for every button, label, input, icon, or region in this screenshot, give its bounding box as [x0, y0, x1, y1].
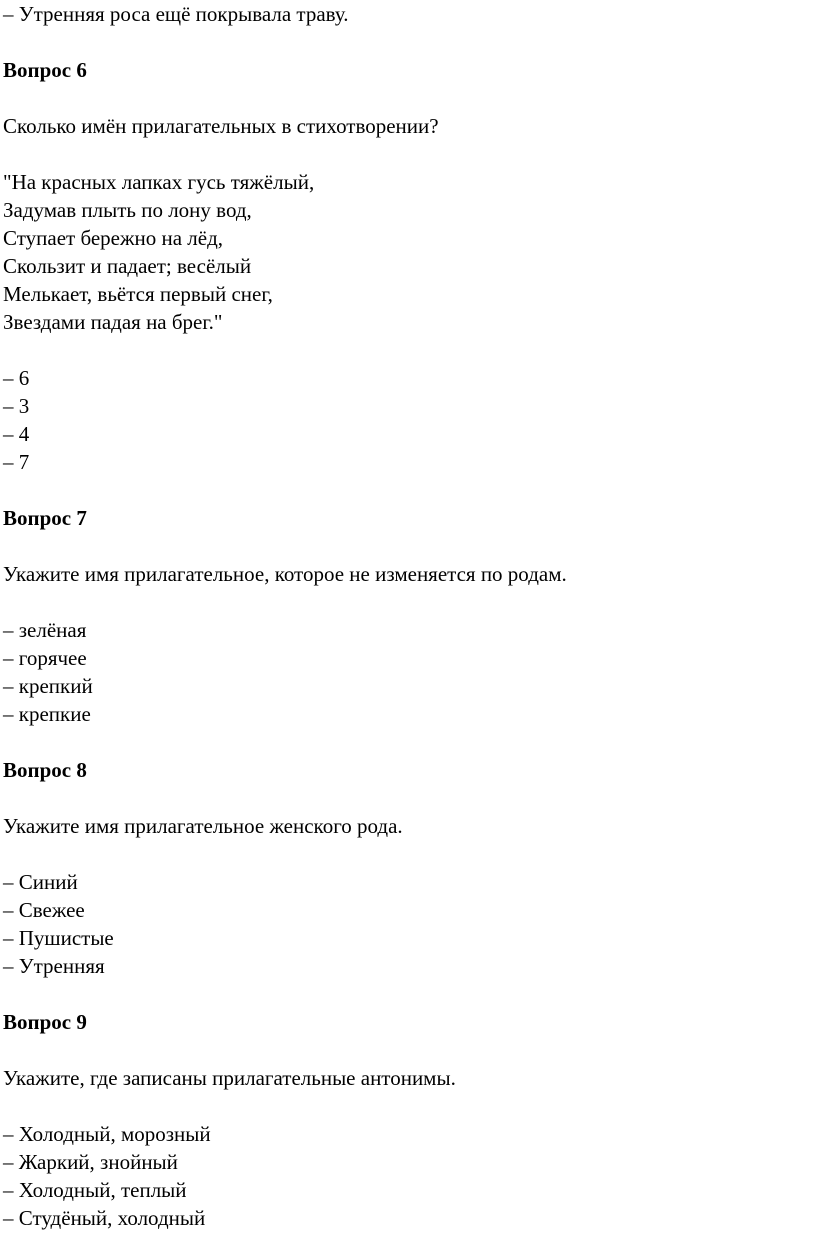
- answer-option: – 4: [3, 422, 30, 446]
- question-8-options: [3, 868, 803, 980]
- answer-option: – крепкий: [3, 674, 93, 698]
- answer-option: – 7: [3, 450, 30, 474]
- question-9-options: [3, 1120, 803, 1232]
- answer-option: – горячее: [3, 646, 87, 670]
- poem-line: "На красных лапках гусь тяжёлый,: [3, 170, 315, 194]
- answer-option: – зелёная: [3, 618, 87, 642]
- answer-option: – 3: [3, 394, 30, 418]
- poem-line: Ступает бережно на лёд,: [3, 226, 224, 250]
- answer-option: – 6: [3, 366, 30, 390]
- document-page: [3, 0, 803, 1232]
- poem-line: Звездами падая на брег.": [3, 310, 223, 334]
- poem-line: Мелькает, вьётся первый снег,: [3, 282, 273, 306]
- question-7-options: [3, 616, 803, 728]
- answer-option: – Синий: [3, 870, 78, 894]
- poem-line: Задумав плыть по лону вод,: [3, 198, 252, 222]
- question-6-title: Вопрос 6: [3, 58, 87, 82]
- answer-option: – Пушистые: [3, 926, 114, 950]
- answer-option: – Холодный, теплый: [3, 1178, 187, 1202]
- question-9-title: Вопрос 9: [3, 1010, 87, 1034]
- question-6-prompt: Сколько имён прилагательных в стихотворении?: [3, 114, 439, 138]
- answer-option: – Утренняя: [3, 954, 105, 978]
- question-9-prompt: Укажите, где записаны прилагательные антонимы.: [3, 1066, 456, 1090]
- question-8-prompt: Укажите имя прилагательное женского рода.: [3, 814, 403, 838]
- answer-option: – крепкие: [3, 702, 91, 726]
- question-6-poem: [3, 168, 803, 336]
- answer-option: – Свежее: [3, 898, 85, 922]
- question-6-options: [3, 364, 803, 476]
- question-8-title: Вопрос 8: [3, 758, 87, 782]
- question-7-title: Вопрос 7: [3, 506, 87, 530]
- question-7-prompt: Укажите имя прилагательное, которое не изменяется по родам.: [3, 562, 567, 586]
- answer-option: – Холодный, морозный: [3, 1122, 211, 1146]
- answer-option: – Жаркий, знойный: [3, 1150, 178, 1174]
- answer-option: – Студёный, холодный: [3, 1206, 206, 1230]
- intro-line: – Утренняя роса ещё покрывала траву.: [3, 2, 349, 26]
- poem-line: Скользит и падает; весёлый: [3, 254, 252, 278]
